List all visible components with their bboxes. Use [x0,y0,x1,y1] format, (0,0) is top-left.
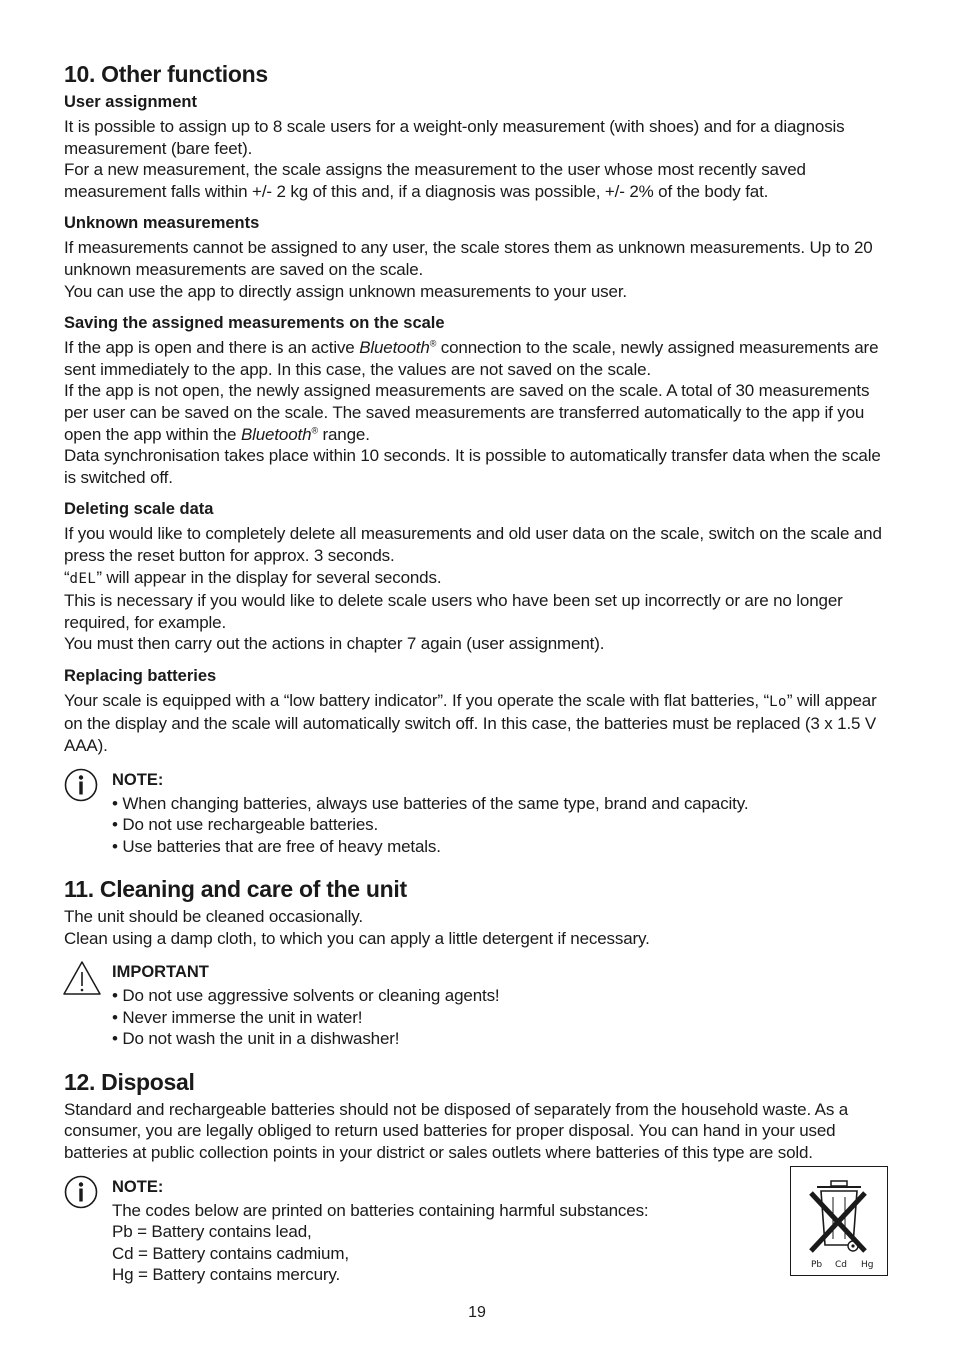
note-item: • Use batteries that are free of heavy metals. [112,836,890,858]
disposal-note-line: The codes below are printed on batteries containing harmful substances: [112,1200,649,1220]
disposal-note [64,1176,890,1286]
battery-note [64,769,890,858]
saving-p1-a: If the app is open and there is an active [64,338,360,358]
batteries-p1-a: Your scale is equipped with a “low battery indicator”. If you operate the scale with flat batteries, “ [64,690,770,710]
deleting-section [64,499,890,655]
saving-section [64,313,890,488]
section-12-title: 12. Disposal [64,1068,195,1095]
deleting-p2 [64,567,890,591]
batteries-p1-b: ” will appear on the display and the scale will automatically switch off. In this case, the batteries must be replaced (3 x 1.5 V AAA). [64,690,877,756]
disposal-note-title: NOTE: [112,1177,164,1196]
saving-p2 [64,380,890,445]
deleting-p1: If you would like to completely delete all measurements and old user data on the scale, switch on the scale and press the reset button for approx. 3 seconds. [64,524,882,565]
registered-mark: ® [311,424,318,435]
section-10-title: 10. Other functions [64,61,268,87]
batteries-section [64,666,890,757]
unknown-measurements-p2: You can use the app to directly assign unknown measurements to your user. [64,281,627,301]
deleting-p2-rest: ” will appear in the display for several seconds. [96,567,442,587]
disposal-p1: Standard and rechargeable batteries should not be disposed of separately from the household waste. As a consumer, you are legally obliged to return used batteries for proper disposal. You can hand in your used batteries at public collection points in your district or sales outlets where batteries of this type are sold. [64,1099,849,1163]
disposal-note-line: Hg = Battery contains mercury. [112,1265,341,1285]
open-quote: “ [64,567,70,587]
unknown-measurements-p1: If measurements cannot be assigned to any user, the scale stores them as unknown measurements. Up to 20 unknown measurements are saved on the scale. [64,238,873,279]
section-11-title: 11. Cleaning and care of the unit [64,876,407,903]
saving-p1 [64,337,890,380]
info-icon [64,768,98,802]
registered-mark: ® [429,338,437,349]
saving-p2-a: If the app is not open, the newly assigned measurements are saved on the scale. A total of 30 measurements per user can be saved on the scale. The saved measurements are transferred automatically to the app if you open the app within the [64,381,870,444]
batteries-heading: Replacing batteries [64,666,217,685]
warning-triangle-icon [62,960,102,996]
unknown-measurements-section [64,213,890,302]
display-del-text: dEL [69,570,97,587]
important-item: • Do not use aggressive solvents or cleaning agents! [112,985,890,1007]
important-title: IMPORTANT [112,963,209,982]
saving-p2-b: range. [317,424,370,444]
deleting-p4: You must then carry out the actions in chapter 7 again (user assignment). [64,634,605,654]
important-item: • Never immerse the unit in water! [112,1007,890,1029]
user-assignment-p1: It is possible to assign up to 8 scale users for a weight-only measurement (with shoes) and for a diagnosis measurement (bare feet). [64,117,845,158]
disposal-note-line: Pb = Battery contains lead, [112,1222,312,1242]
page-number: 19 [468,1304,486,1321]
deleting-p3: This is necessary if you would like to delete scale users who have been set up incorrectly or are no longer required, for example. [64,591,843,632]
crossed-out-bin-symbol [790,1166,888,1276]
bin-label-pb: Pb [811,1260,823,1270]
saving-p1-b: connection to the scale, newly assigned measurements are sent immediately to the app. In this case, the values are not saved on the scale. [64,338,879,379]
user-assignment-section [64,92,890,202]
user-assignment-heading: User assignment [64,93,197,111]
bluetooth-brand: Bluetooth [359,338,430,358]
disposal-note-line: Cd = Battery contains cadmium, [112,1243,349,1263]
page-content [64,60,890,1286]
bin-label-cd: Cd [835,1260,847,1270]
deleting-heading: Deleting scale data [64,500,214,519]
saving-heading: Saving the assigned measurements on the scale [64,314,445,333]
important-list [112,985,890,1050]
important-block [64,961,890,1050]
note-item: • When changing batteries, always use batteries of the same type, brand and capacity. [112,793,890,815]
bin-label-hg: Hg [861,1260,874,1270]
crossed-out-bin-icon [791,1167,887,1275]
cleaning-p2: Clean using a damp cloth, to which you can apply a little detergent if necessary. [64,928,650,948]
info-icon [64,1175,98,1209]
batteries-p1 [64,690,890,757]
display-lo-text: Lo [769,693,787,710]
important-item: • Do not wash the unit in a dishwasher! [112,1028,890,1050]
unknown-measurements-heading: Unknown measurements [64,214,260,233]
cleaning-p1: The unit should be cleaned occasionally. [64,907,363,927]
bluetooth-brand: Bluetooth [240,424,312,444]
note-list [112,793,890,858]
saving-p3: Data synchronisation takes place within 10 seconds. It is possible to automatically transfer data when the scale is switched off. [64,446,881,487]
note-item: • Do not use rechargeable batteries. [112,814,890,836]
user-assignment-p2: For a new measurement, the scale assigns the measurement to the user whose most recently saved measurement falls within +/- 2 kg of this and, if a diagnosis was possible, +/- 2% of the body fat. [64,160,806,201]
note-title: NOTE: [112,770,164,789]
